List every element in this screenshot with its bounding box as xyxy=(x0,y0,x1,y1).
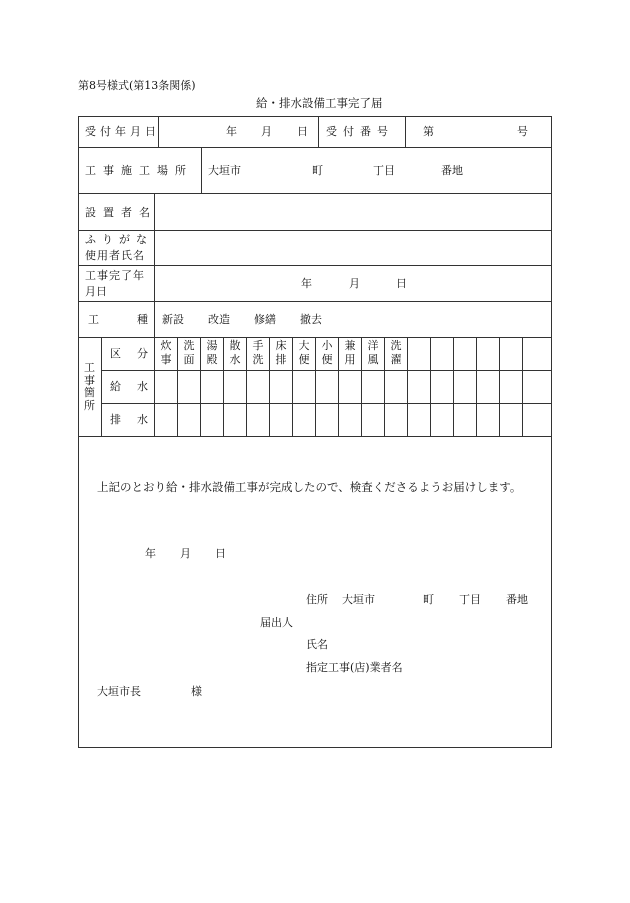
addressee: 大垣市長 xyxy=(97,685,141,698)
water-supply-label-1: 給 xyxy=(110,380,121,393)
column-floor-drain: 床 排 xyxy=(275,339,287,366)
site-cho: 町 xyxy=(312,164,323,177)
column-washbasin: 洗 面 xyxy=(183,339,195,366)
received-number-label: 受付番号 xyxy=(326,125,394,138)
water-supply-label-2: 水 xyxy=(137,380,148,393)
received-number-suffix: 号 xyxy=(517,125,528,138)
site-label: 工事施工場所 xyxy=(85,164,193,177)
address-city: 大垣市 xyxy=(342,593,375,606)
received-day-unit: 日 xyxy=(297,125,308,138)
statement-text: 上記のとおり給・排水設備工事が完成したので、検査くださるようお届けします。 xyxy=(97,480,522,494)
column-combined: 兼 用 xyxy=(344,339,356,366)
completion-date-label-line1: 工事完了年 xyxy=(85,269,145,282)
kubun-label-1: 区 xyxy=(110,347,121,360)
column-western: 洋 風 xyxy=(367,339,379,366)
date-year-unit: 年 xyxy=(145,547,156,560)
address-label: 住所 xyxy=(306,593,328,606)
kubun-label-2: 分 xyxy=(137,347,148,360)
column-sprinkling: 散 水 xyxy=(229,339,241,366)
work-type-modify: 改造 xyxy=(208,313,230,326)
installer-name-label: 設置者名 xyxy=(85,206,157,219)
drainage-label-2: 水 xyxy=(137,413,148,426)
column-urinal: 小 便 xyxy=(321,339,333,366)
date-month-unit: 月 xyxy=(180,547,191,560)
column-kitchen: 炊 事 xyxy=(160,339,172,366)
site-chome: 丁目 xyxy=(373,164,395,177)
user-name-label: 使用者氏名 xyxy=(85,249,145,262)
received-date-label: 受付年月日 xyxy=(85,125,160,138)
completion-date-label-line2: 月日 xyxy=(85,285,107,298)
notifier-label: 届出人 xyxy=(260,616,293,629)
received-number-prefix: 第 xyxy=(423,125,434,138)
address-chome: 丁目 xyxy=(459,593,481,606)
name-label: 氏名 xyxy=(306,638,328,651)
honorific: 様 xyxy=(191,685,202,698)
column-toilet: 大 便 xyxy=(298,339,310,366)
completion-day-unit: 日 xyxy=(396,277,407,290)
column-handwash: 手 洗 xyxy=(252,339,264,366)
column-bath: 湯 殿 xyxy=(206,339,218,366)
completion-month-unit: 月 xyxy=(349,277,360,290)
work-type-label-1: 工 xyxy=(88,313,99,326)
contractor-label: 指定工事(店)業者名 xyxy=(306,661,403,674)
address-cho: 町 xyxy=(423,593,434,606)
work-location-label: 工事箇所 xyxy=(84,361,95,412)
date-day-unit: 日 xyxy=(215,547,226,560)
drainage-label-1: 排 xyxy=(110,413,121,426)
site-city: 大垣市 xyxy=(208,164,241,177)
work-type-remove: 撤去 xyxy=(300,313,322,326)
work-type-repair: 修繕 xyxy=(254,313,276,326)
received-month-unit: 月 xyxy=(261,125,272,138)
furigana-label: ふりがな xyxy=(85,233,153,246)
completion-year-unit: 年 xyxy=(301,277,312,290)
site-banchi: 番地 xyxy=(441,164,463,177)
received-year-unit: 年 xyxy=(226,125,237,138)
form-number: 第8号様式(第13条関係) xyxy=(78,79,196,92)
address-banchi: 番地 xyxy=(506,593,528,606)
work-type-new: 新設 xyxy=(162,313,184,326)
work-type-label-2: 種 xyxy=(137,313,148,326)
column-laundry: 洗 濯 xyxy=(390,339,402,366)
form-title: 給・排水設備工事完了届 xyxy=(256,96,383,110)
